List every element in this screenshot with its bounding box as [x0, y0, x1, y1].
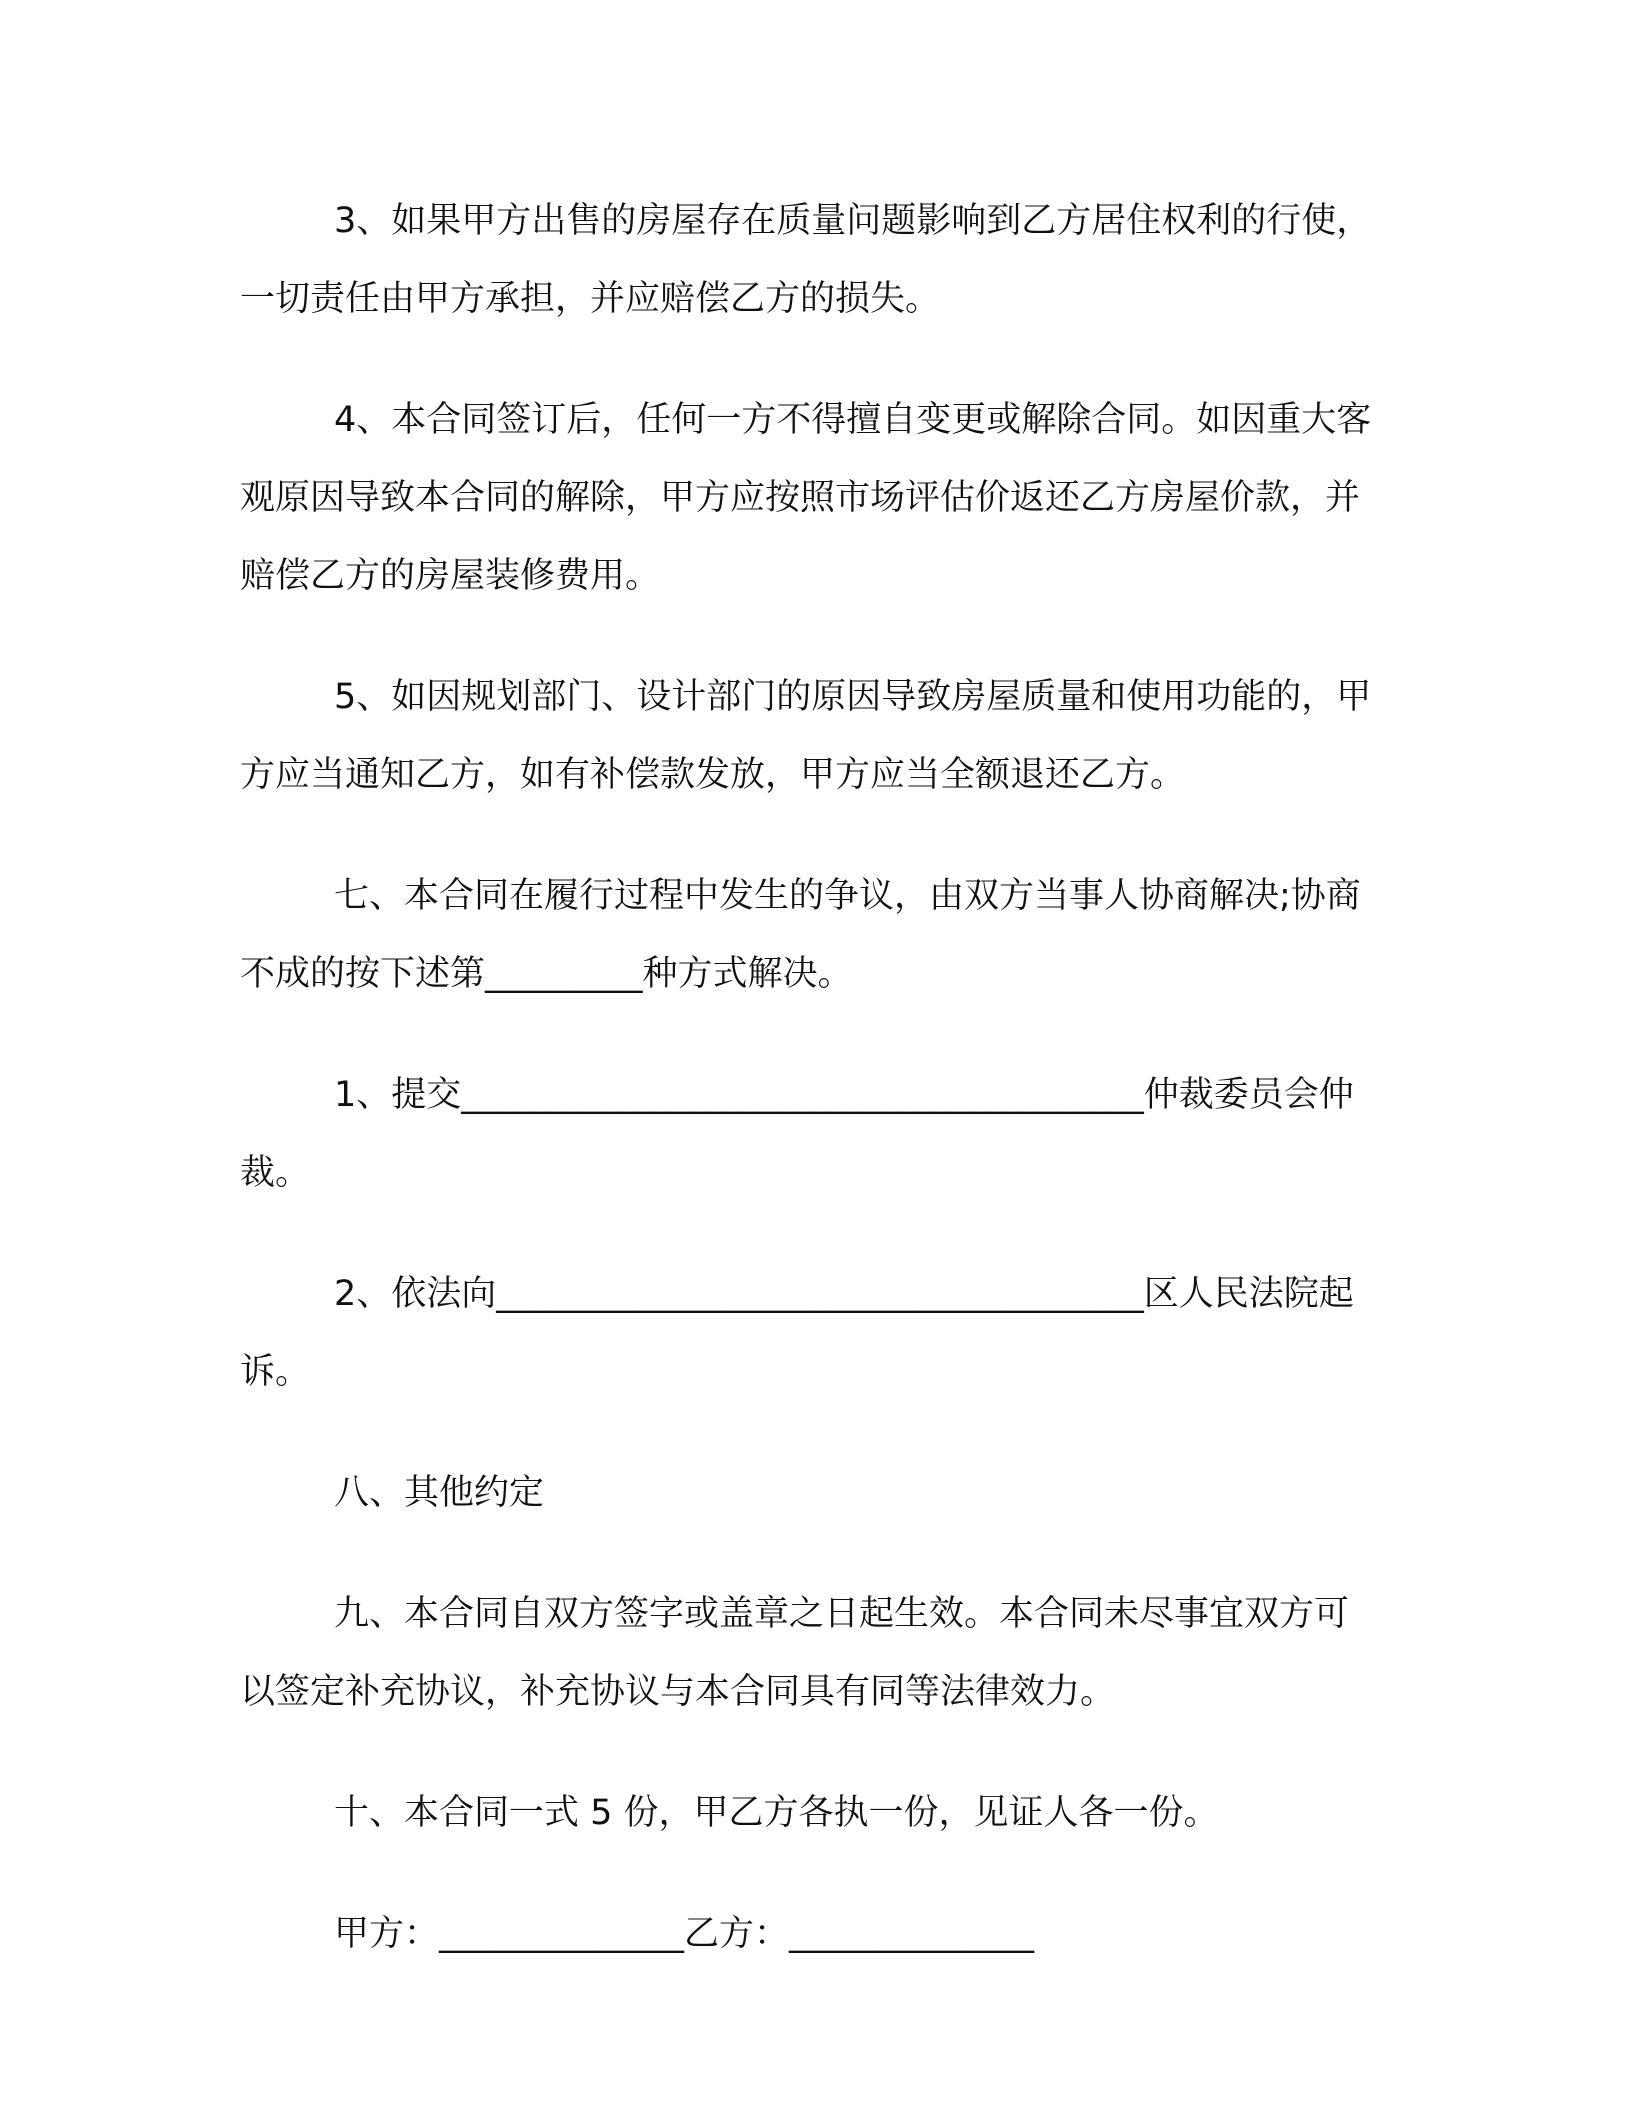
option-1-arbitration: [240, 1056, 1376, 1212]
party-a-signature-blank[interactable]: ______________: [439, 1914, 685, 1954]
court-district-blank[interactable]: _____________________________________: [496, 1274, 1144, 1314]
arbitration-commission-blank[interactable]: _______________________________________: [461, 1075, 1144, 1115]
article-7-text: 七、本合同在履行过程中发生的争议，由双方当事人协商解决;协商不成的按下述第: [240, 876, 1361, 994]
signature-line: [240, 1895, 1376, 1973]
clause-3: 3、如果甲方出售的房屋存在质量问题影响到乙方居住权利的行使，一切责任由甲方承担，并应赔偿乙方的损失。: [240, 201, 1372, 319]
party-b-label: 乙方：: [684, 1914, 790, 1954]
contract-page: [240, 182, 1376, 2016]
article-10-copies: 十、本合同一式 5 份，甲乙方各执一份，见证人各一份。: [334, 1793, 1219, 1833]
article-9-effect: 九、本合同自双方签字或盖章之日起生效。本合同未尽事宜双方可以签定补充协议，补充协议与本合同具有同等法律效力。: [240, 1594, 1350, 1712]
article-7-dispute: [240, 857, 1376, 1013]
party-b-signature-blank[interactable]: ______________: [789, 1914, 1035, 1954]
option-2-court: [240, 1255, 1376, 1411]
option-2-label: 2、依法向: [334, 1274, 497, 1314]
option-1-end: 仲裁委员会仲裁。: [240, 1075, 1354, 1193]
method-number-blank[interactable]: _________: [485, 954, 643, 994]
option-1-label: 1、提交: [334, 1075, 462, 1115]
article-8-other: 八、其他约定: [334, 1473, 545, 1513]
party-a-label: 甲方：: [334, 1914, 440, 1954]
clause-5: 5、如因规划部门、设计部门的原因导致房屋质量和使用功能的，甲方应当通知乙方，如有补偿款发放，甲方应当全额退还乙方。: [240, 677, 1372, 795]
option-2-end: 区人民法院起诉。: [240, 1274, 1354, 1392]
clause-4: 4、本合同签订后，任何一方不得擅自变更或解除合同。如因重大客观原因导致本合同的解除，甲方应按照市场评估价返还乙方房屋价款，并赔偿乙方的房屋装修费用。: [240, 400, 1372, 596]
article-7-text-end: 种方式解决。: [642, 954, 853, 994]
